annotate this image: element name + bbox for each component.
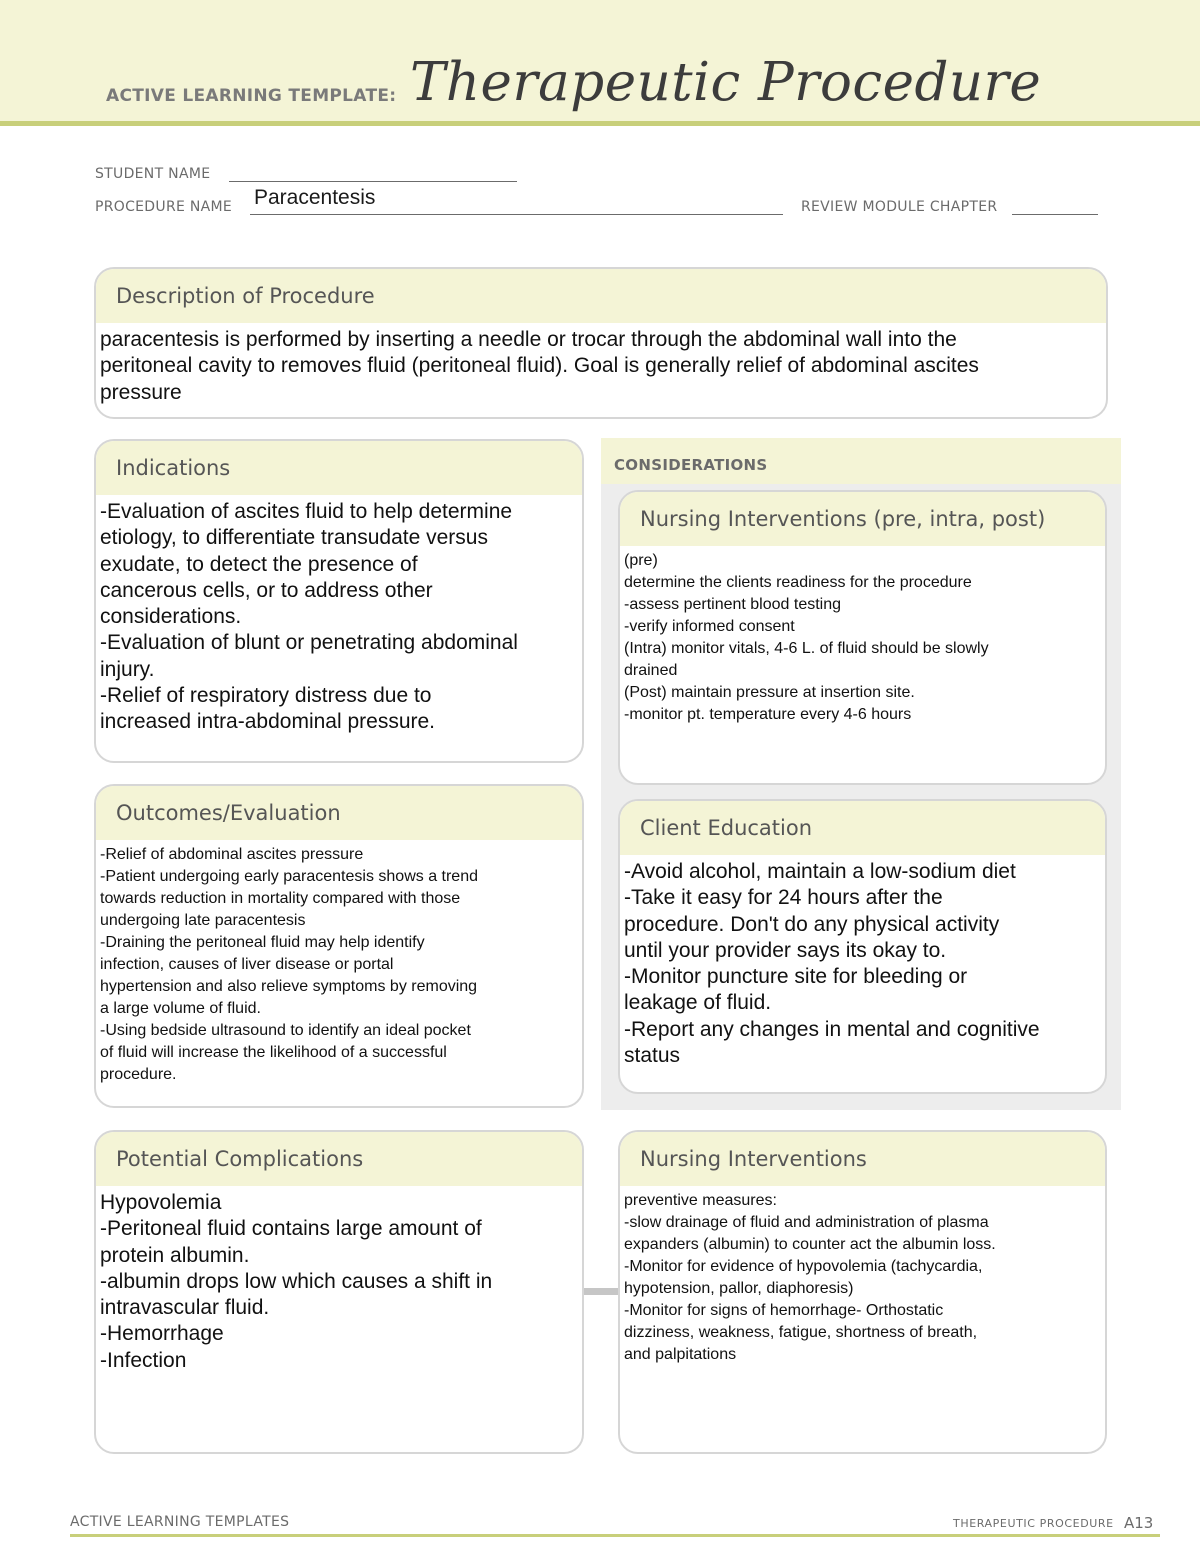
template-prefix: ACTIVE LEARNING TEMPLATE: [106,86,397,106]
nursing-interventions-ppp-heading: Nursing Interventions (pre, intra, post) [620,492,1105,546]
description-text[interactable]: paracentesis is performed by inserting a needle or trocar through the abdominal wall into the peritoneal cavity to removes fluid (peritoneal fluid). Goal is generally relief of abdominal ascites pressure [100,328,979,404]
footer-divider [70,1534,1160,1537]
nursing-interventions-box [618,1130,1107,1454]
complications-heading: Potential Complications [96,1132,582,1186]
procedure-name-field[interactable] [250,214,783,215]
outcomes-text[interactable]: -Relief of abdominal ascites pressure -Patient undergoing early paracentesis shows a trend towards reduction in mortality compared with those undergoing late paracentesis -Draining the peritoneal fluid may help identify infection, causes of liver disease or portal hypertension and also relieve symptoms by removing a large volume of fluid. -Using bedside ultrasound to identify an ideal pocket of fluid will increase the likelihood of a successful procedure. [100,846,478,1083]
footer-page-number: A13 [1124,1514,1154,1532]
client-education-text[interactable]: -Avoid alcohol, maintain a low-sodium diet -Take it easy for 24 hours after the procedure. Don't do any physical activity until your provider says its okay to. -Monitor puncture site for bleeding or leakage of fluid. -Report any changes in mental and cognitive status [624,860,1040,1068]
description-box [94,267,1108,419]
page-title: Therapeutic Procedure [410,52,1042,113]
nursing-interventions-ppp-text[interactable]: (pre) determine the clients readiness for the procedure -assess pertinent blood testing -verify informed consent (Intra) monitor vitals, 4-6 L. of fluid should be slowly drained (Post) maintain pressure at insertion site. -monitor pt. temperature every 4-6 hours [624,552,989,723]
student-name-field[interactable] [229,181,517,182]
review-module-field[interactable] [1012,214,1098,215]
nursing-interventions-text[interactable]: preventive measures: -slow drainage of fluid and administration of plasma expanders (albumin) to counter act the albumin loss. -Monitor for evidence of hypovolemia (tachycardia, hypotension, pallor, diaphoresis) -Monitor for signs of hemorrhage- Orthostatic dizziness, weakness, fatigue, shortness of breath, and palpitations [624,1192,996,1363]
client-education-heading: Client Education [620,801,1105,855]
student-name-label: STUDENT NAME [95,166,211,182]
complications-box [94,1130,584,1454]
connector-bar [582,1288,622,1295]
header-divider [0,121,1200,126]
outcomes-heading: Outcomes/Evaluation [96,786,582,840]
footer-series-label: ACTIVE LEARNING TEMPLATES [70,1514,290,1530]
footer-section-label: THERAPEUTIC PROCEDURE [953,1517,1114,1530]
complications-text[interactable]: Hypovolemia -Peritoneal fluid contains large amount of protein albumin. -albumin drops low which causes a shift in intravascular fluid. -Hemorrhage -Infection [100,1191,493,1372]
considerations-label: CONSIDERATIONS [614,456,768,474]
nursing-interventions-ppp-box [618,490,1107,785]
client-education-box [618,799,1107,1094]
description-heading: Description of Procedure [96,269,1106,323]
nursing-interventions-heading: Nursing Interventions [620,1132,1105,1186]
indications-box [94,439,584,763]
outcomes-box [94,784,584,1108]
indications-text[interactable]: -Evaluation of ascites fluid to help determine etiology, to differentiate transudate versus exudate, to detect the presence of cancerous cells, or to address other considerations. -Evaluation of blunt or penetrating abdominal injury. -Relief of respiratory distress due to increased intra-abdominal pressure. [100,500,518,734]
procedure-name-value: Paracentesis [254,186,376,209]
review-module-label: REVIEW MODULE CHAPTER [801,199,998,215]
indications-heading: Indications [96,441,582,495]
procedure-name-label: PROCEDURE NAME [95,199,233,215]
